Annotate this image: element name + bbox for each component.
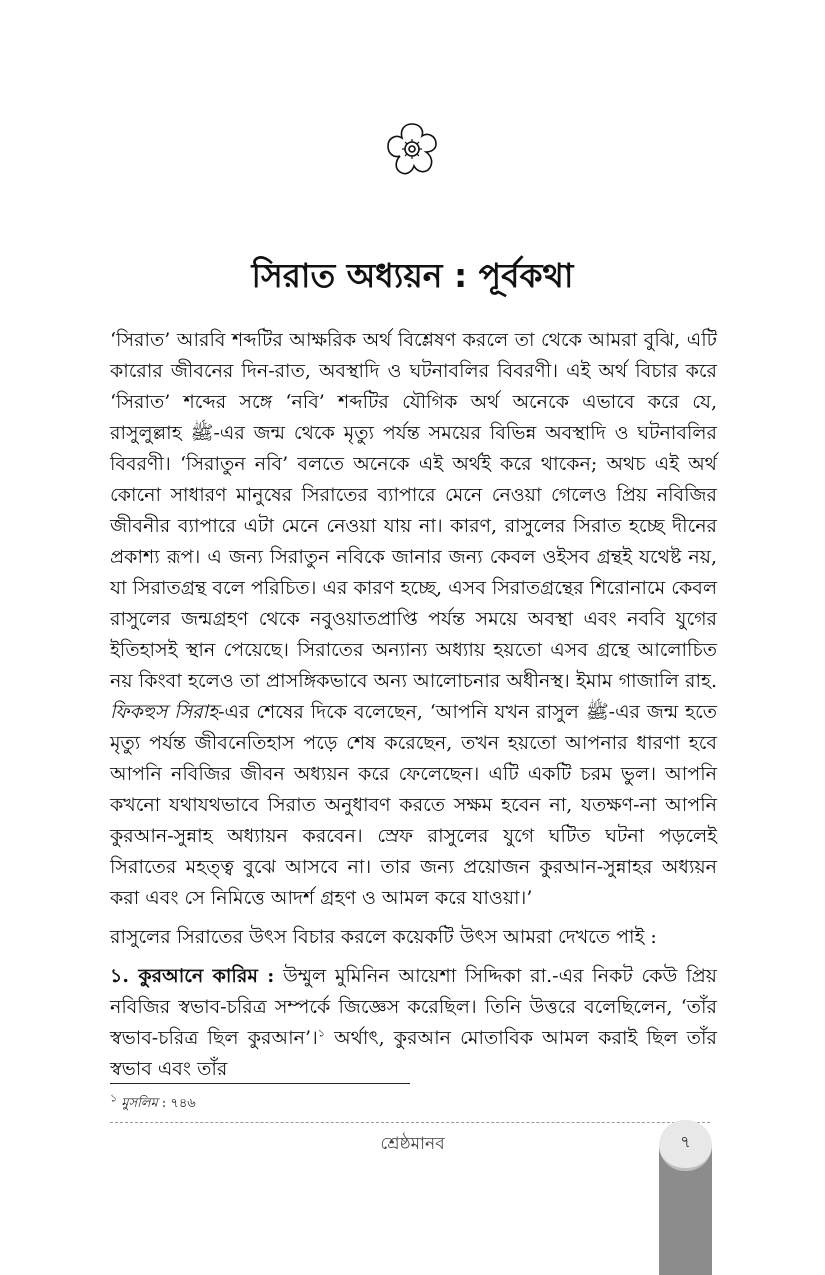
paragraph [110, 325, 717, 914]
footnote-divider [110, 1083, 410, 1084]
paragraph-text: -এর শেষের দিকে বলেছেন, ‘আপনি যখন রাসুল ﷺ-এর জন্ম হতে মৃত্যু পর্যন্ত জীবনেতিহাস পড়ে শেষ করেছেন, তখন হয়তো আপনার ধারণা হবে আপনি নবিজির জীবন অধ্যয়ন করে ফেলেছেন। এটি একটি চরম ভুল। আপনি কখনো যথাযথভাবে সিরাত অনুধাবণ করতে সক্ষম হবেন না, যতক্ষণ-না আপনি কুরআন-সুন্নাহ অধ্যায়ন করবেন। স্রেফ রাসুলের যুগে ঘটিত ঘটনা পড়লেই সিরাতের মহত্ত্ব বুঝে আসবে না। তার জন্য প্রয়োজন কুরআন-সুন্নাহর অধ্যয়ন করা এবং সে নিমিত্তে আদর্শ গ্রহণ ও আমল করে যাওয়া।’ [110, 701, 718, 909]
footnote-marker: ১ [110, 1091, 118, 1105]
footnote-reference[interactable]: ১ [317, 1026, 325, 1040]
page-number: ৭ [659, 1120, 712, 1171]
list-item-text: অর্থাৎ, কুরআন মোতাবিক আমল করাই ছিল তাঁর স্বভাব এবং তাঁর [110, 1027, 718, 1080]
footnote-source: মুসলিম [121, 1096, 158, 1111]
list-item-lead: ১. কুরআনে কারিম : [110, 965, 275, 987]
list-item [110, 961, 717, 1085]
running-footer-title: শ্রেষ্ঠমানব [380, 1134, 445, 1154]
paragraph: রাসুলের সিরাতের উৎস বিচার করলে কয়েকটি উৎস আমরা দেখতে পাই : [110, 926, 657, 948]
chapter-title: সিরাত অধ্যয়ন : পূর্বকথা [251, 256, 574, 295]
footer-divider [110, 1122, 710, 1123]
body-text [110, 325, 717, 1093]
book-title-italic: ফিকহুস সিরাহ [110, 701, 219, 723]
list-item-text: উম্মুল মুমিনিন আয়েশা সিদ্দিকা রা.-এর নিকট কেউ প্রিয় নবিজির স্বভাব-চরিত্র সম্পর্কে জিজ্ঞেস করেছিল। তিনি উত্তরে বলেছিলেন, ‘তাঁর স্বভাব-চরিত্র ছিল কুরআন’। [110, 965, 717, 1049]
flower-ornament-icon [380, 118, 444, 182]
footnote-number: : ৭৪৬ [161, 1096, 196, 1111]
paragraph-text: ‘সিরাত’ আরবি শব্দটির আক্ষরিক অর্থ বিশ্লেষণ করলে তা থেকে আমরা বুঝি, এটি কারোর জীবনের দিন-রাত, অবস্থাদি ও ঘটনাবলির বিবরণী। এই অর্থ বিচার করে ‘সিরাত’ শব্দের সঙ্গে ‘নবি’ শব্দটির যৌগিক অর্থ অনেকে এভাবে করে যে, রাসুলুল্লাহ ﷺ-এর জন্ম থেকে মৃত্যু পর্যন্ত সময়ের বিভিন্ন অবস্থাদি ও ঘটনাবলির বিবরণী। ‘সিরাতুন নবি’ বলতে অনেকে এই অর্থই করে থাকেন; অথচ এই অর্থ কোনো সাধারণ মানুষের সিরাতের ব্যাপারে মেনে নেওয়া গেলেও প্রিয় নবিজির জীবনীর ব্যাপারে এটা মেনে নেওয়া যায় না। কারণ, রাসুলের সিরাত হচ্ছে দীনের প্রকাশ্য রূপ। এ জন্য সিরাতুন নবিকে জানার জন্য কেবল ওইসব গ্রন্থই যথেষ্ট নয়, যা সিরাতগ্রন্থ বলে পরিচিত। এর কারণ হচ্ছে, এসব সিরাতগ্রন্থের শিরোনামে কেবল রাসুলের জন্মগ্রহণ থেকে নবুওয়াতপ্রাপ্তি পর্যন্ত সময়ে অবস্থা এবং নববি যুগের ইতিহাসই স্থান পেয়েছে। সিরাতের অন্যান্য অধ্যায় হয়তো এসব গ্রন্থে আলোচিত নয় কিংবা হলেও তা প্রাসঙ্গিকভাবে অন্য আলোচনার অধীনস্থ। ইমাম গাজালি রাহ. [110, 329, 717, 692]
footnote [110, 1091, 196, 1115]
